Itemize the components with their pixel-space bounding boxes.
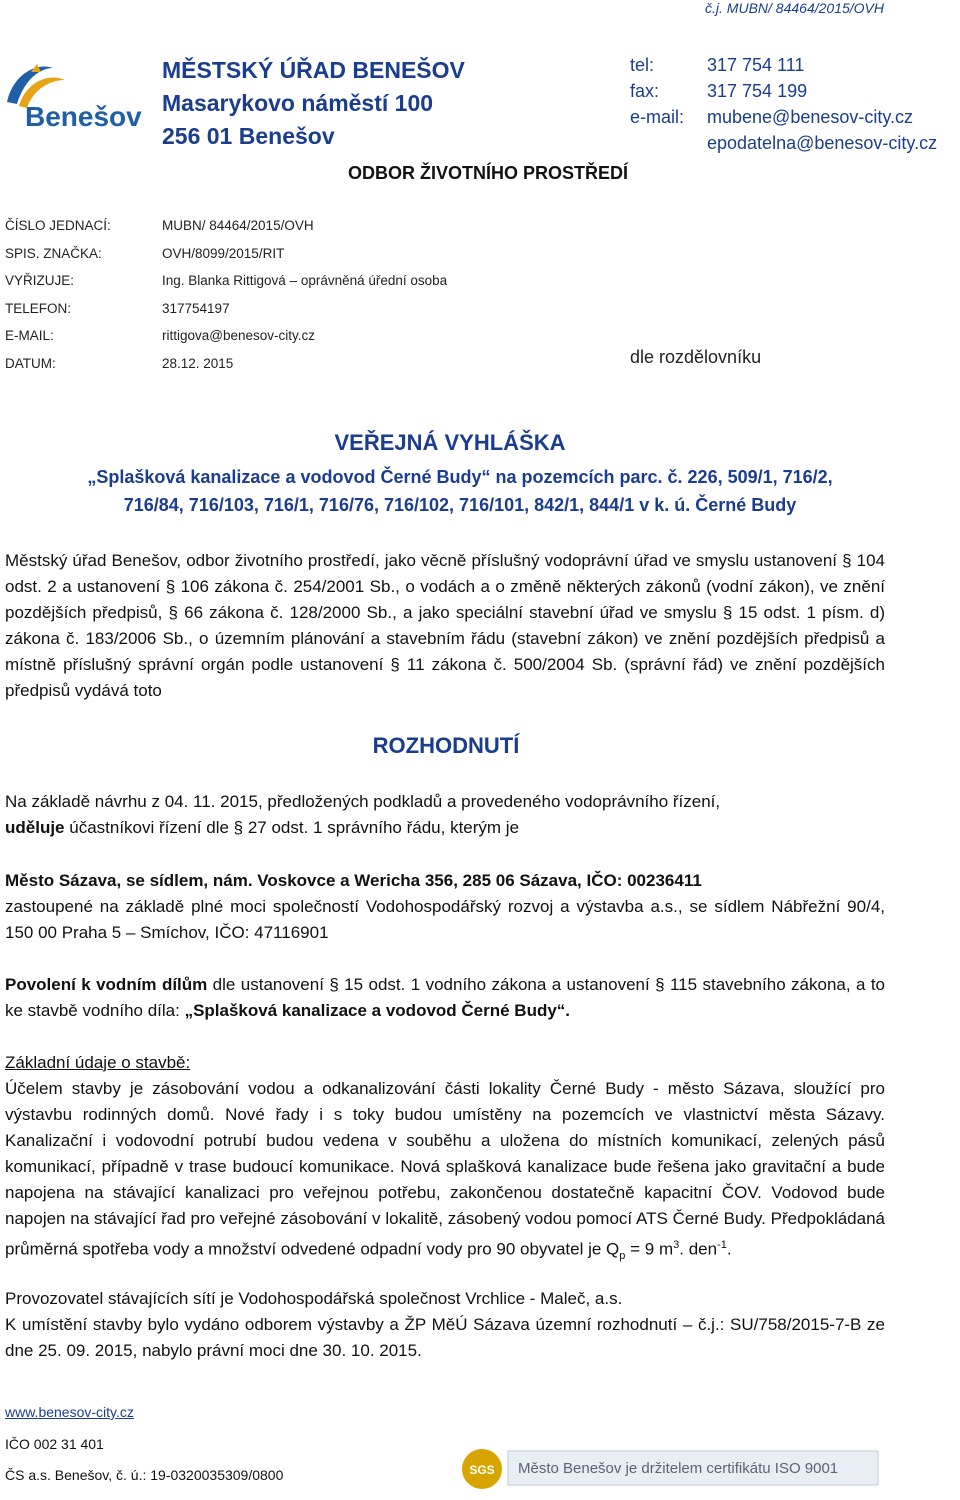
placement-paragraph: K umístění stavby bylo vydáno odborem výstavby a ŽP MěÚ Sázava územní rozhodnutí – č.j.: SU/758/2015-7-B ze dne 25. 09. 2015, nabylo právní moci dne 30. 10. 2015. — [5, 1315, 885, 1360]
permit-paragraph: Povolení k vodním dílům dle ustanovení § 15 odst. 1 vodního zákona a ustanovení § 115 stavebního zákona, a to ke stavbě vodního díla: „Splašková kanalizace a vodovod Černé Budy“. — [5, 975, 886, 1020]
email-value-1[interactable]: mubene@benesov-city.cz — [707, 107, 914, 127]
meta-row: DATUM: 28.12. 2015 — [5, 355, 234, 371]
decision-title: ROZHODNUTÍ — [372, 733, 520, 758]
office-header — [162, 54, 465, 153]
iso-certificate-banner — [460, 1445, 880, 1495]
meta-row: E-MAIL: rittigova@benesov-city.cz — [5, 328, 316, 344]
footer-ico: IČO 002 31 401 — [5, 1436, 104, 1452]
tel-value: 317 754 111 — [707, 55, 805, 75]
contact-block — [630, 52, 937, 156]
document-title: VEŘEJNÁ VYHLÁŠKA — [334, 430, 566, 455]
email-label: e-mail: — [630, 107, 685, 127]
email-value-2[interactable]: epodatelna@benesov-city.cz — [707, 133, 938, 153]
meta-row: ČÍSLO JEDNACÍ: MUBN/ 84464/2015/OVH — [5, 218, 314, 234]
fax-label: fax: — [630, 81, 660, 101]
basic-data-paragraph: Účelem stavby je zásobování vodou a odkanalizování části lokality Černé Budy - město Sázava, sloužící pro výstavbu rodinných domů. Nové řady i s toky budou umístěny na pozemcích ve vlastnictví města Sázavy. Kanalizační i vodovodní potrubí budou vedena v souběhu a uložena do místních komunikací, zelených pásů komunikací, případně v trase budoucí komunikace. Nová splašková kanalizace bude řešena jako gravitační a bude napojena na stávající kanalizaci pro veřejnou potřebu, zakončenou dostatečně kapacitní ČOV. Vodovod bude napojen na stávající řad pro veřejné zásobování v lokalitě, zásobený vodou pomocí ATS Černé Budy. Předpokládaná průměrná spotřeba vody a množství odvedené odpadní vody pro 90 obyvatel je $Q_p = 9$ $m^3$. den$^{-1}$. — [5, 1079, 885, 1263]
metadata-table — [5, 212, 447, 377]
city-logo — [3, 62, 148, 134]
department-title: ODBOR ŽIVOTNÍHO PROSTŘEDÍ — [348, 163, 629, 183]
logo-text: Benešov — [25, 101, 142, 132]
office-name: MĚSTSKÝ ÚŘAD BENEŠOV — [162, 57, 465, 83]
footer-web — [5, 1404, 134, 1420]
logo-swoosh-icon — [3, 62, 148, 134]
meta-row: SPIS. ZNAČKA: OVH/8099/2015/RIT — [5, 245, 285, 261]
operator-paragraph: Provozovatel stávajících sítí je Vodohospodářská společnost Vrchlice - Maleč, a.s. — [5, 1289, 623, 1308]
website-link[interactable]: www.benesov-city.cz — [5, 1404, 134, 1420]
office-city: 256 01 Benešov — [162, 123, 335, 149]
document-subject: „Splašková kanalizace a vodovod Černé Budy“ na pozemcích parc. č. 226, 509/1, 716/2, 716/84, 716/103, 716/1, 716/76, 716/102, 716/101, 842/1, 844/1 v k. ú. Černé Budy — [87, 467, 833, 515]
sgs-badge-text: SGS — [469, 1463, 495, 1477]
footer-bank: ČS a.s. Benešov, č. ú.: 19-0320035309/0800 — [5, 1467, 284, 1483]
decision-paragraph: Na základě návrhu z 04. 11. 2015, předložených podkladů a provedeného vodoprávního řízení, uděluje účastníkovi řízení dle § 27 odst. 1 správního řádu, kterým je — [5, 792, 721, 837]
reference-number: č.j. MUBN/ 84464/2015/OVH — [705, 0, 884, 16]
iso-certificate-text: Město Benešov je držitelem certifikátu ISO 9001 — [518, 1460, 839, 1477]
meta-row: VYŘIZUJE: Ing. Blanka Rittigová – oprávněná úřední osoba — [5, 273, 448, 289]
intro-paragraph: Městský úřad Benešov, odbor životního prostředí, jako věcně příslušný vodoprávní úřad ve smyslu ustanovení § 104 odst. 2 a ustanovení § 106 zákona č. 254/2001 Sb., o vodách a o změně některých zákonů (vodní zákon), ve znění pozdějších předpisů, § 66 zákona č. 128/2000 Sb., a jako speciální stavební úřad ve smyslu § 15 odst. 1 písm. d) zákona č. 183/2006 Sb., o územním plánování a stavebním řádu (stavební zákon) ve znění pozdějších předpisů a místně příslušný správní orgán podle ustanovení § 11 zákona č. 500/2004 Sb. (správní řád) ve znění pozdějších předpisů vydává toto — [5, 551, 885, 700]
basic-data-heading: Základní údaje o stavbě: — [5, 1053, 191, 1072]
office-street: Masarykovo náměstí 100 — [162, 90, 434, 116]
meta-row: TELEFON: 317754197 — [5, 300, 230, 316]
tel-label: tel: — [630, 55, 655, 75]
applicant-paragraph: Město Sázava, se sídlem, nám. Voskovce a Wericha 356, 285 06 Sázava, IČO: 00236411 zastoupené na základě plné moci společností Vodohospodářský rozvoj a výstavba a.s., se sídlem Nábřežní 90/4, 150 00 Praha 5 – Smíchov, IČO: 47116901 — [5, 871, 885, 942]
fax-value: 317 754 199 — [707, 81, 808, 101]
distribution-note: dle rozdělovníku — [630, 347, 762, 367]
